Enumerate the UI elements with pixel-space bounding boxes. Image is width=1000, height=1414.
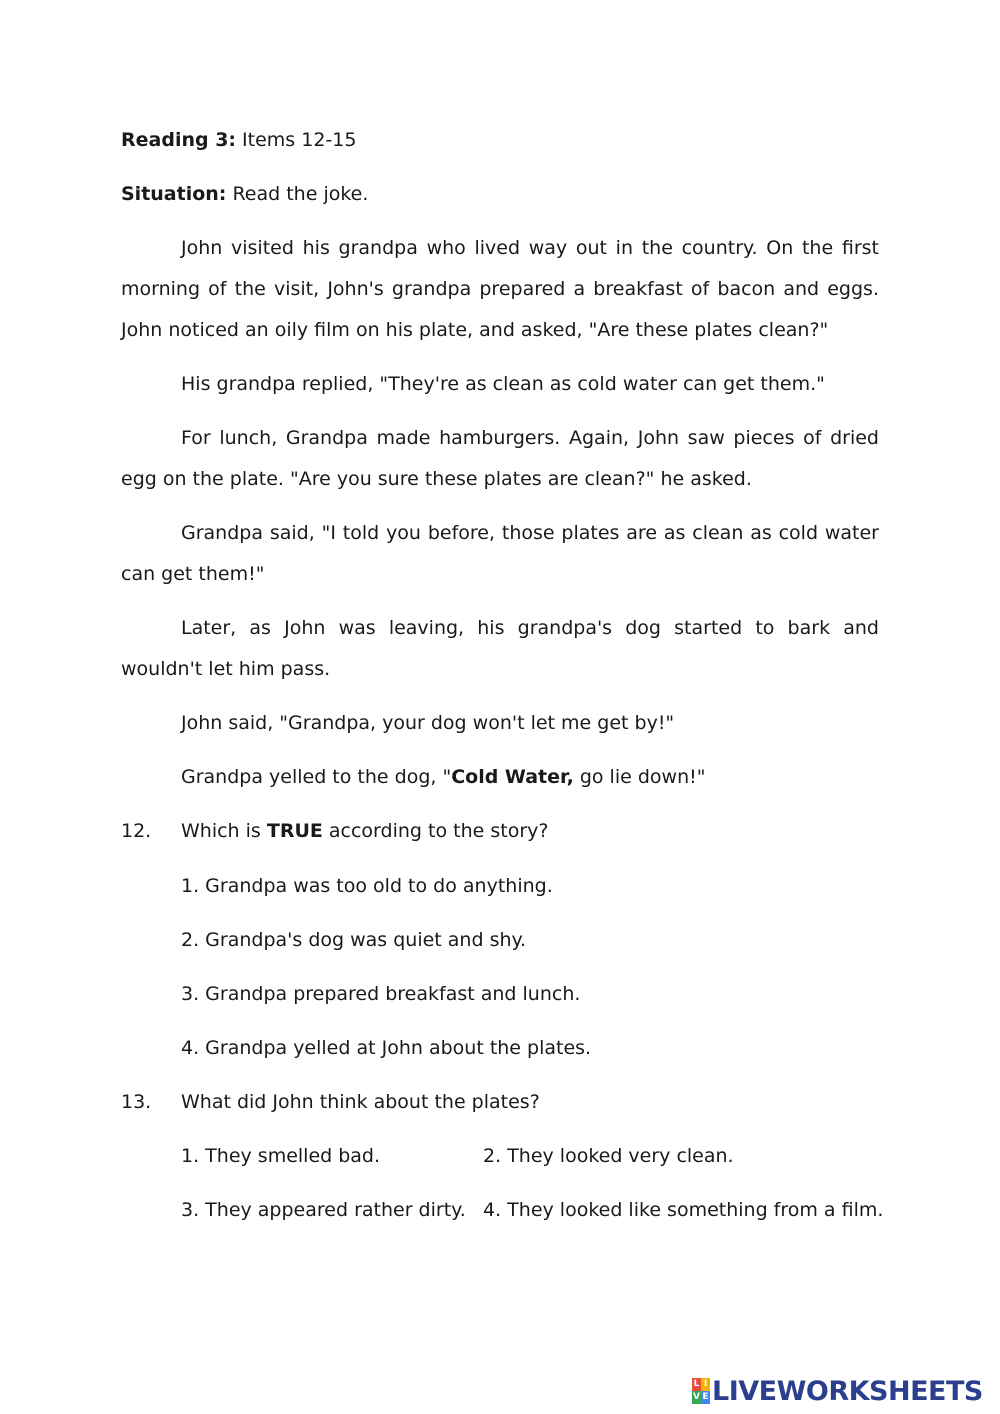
story-p7-before: Grandpa yelled to the dog, " (181, 766, 452, 788)
question-12-option-1[interactable]: 1. Grandpa was too old to do anything. (181, 875, 553, 897)
logo-letter-e: E (702, 1392, 709, 1402)
logo-letter-i: I (701, 1378, 710, 1391)
question-12-option-3[interactable]: 3. Grandpa prepared breakfast and lunch. (181, 983, 581, 1005)
question-13-option-1[interactable]: 1. They smelled bad. (181, 1145, 381, 1167)
story-paragraph-3: For lunch, Grandpa made hamburgers. Again, John saw pieces of dried egg on the plate. "Are you sure these plates are clean?" he asked. (121, 427, 879, 490)
question-text: What did John think about the plates? (181, 1091, 540, 1113)
story-paragraph-6: John said, "Grandpa, your dog won't let me get by!" (181, 712, 675, 734)
reading-heading (121, 128, 356, 152)
question-number: 12. (121, 820, 152, 842)
question-text (181, 819, 548, 843)
logo-text: LIVEWORKSHEETS (712, 1375, 983, 1407)
liveworksheets-logo (692, 1374, 983, 1408)
story-paragraph-4: Grandpa said, "I told you before, those plates are as clean as cold water can get them!" (121, 522, 879, 585)
question-13-option-2[interactable]: 2. They looked very clean. (483, 1145, 734, 1167)
situation-text: Read the joke. (226, 183, 369, 205)
story-paragraph-5: Later, as John was leaving, his grandpa's dog started to bark and wouldn't let him pass. (121, 617, 879, 680)
story-p7-after: go lie down!" (573, 766, 706, 788)
question-13-option-4[interactable]: 4. They looked like something from a film. (483, 1199, 884, 1221)
question-12-option-2[interactable]: 2. Grandpa's dog was quiet and shy. (181, 929, 527, 951)
logo-letter-v: V (693, 1392, 700, 1402)
question-text-bold: TRUE (266, 820, 323, 842)
logo-letter-l: L (693, 1379, 700, 1389)
story-paragraph-2: His grandpa replied, "They're as clean as cold water can get them." (181, 373, 825, 395)
question-text-before: Which is (181, 820, 267, 842)
reading-label: Reading 3: (121, 129, 237, 151)
story-p7-bold: Cold Water, (451, 766, 574, 788)
question-text-after: according to the story? (322, 820, 549, 842)
situation-heading (121, 182, 368, 206)
logo-mark-icon (692, 1378, 710, 1404)
story-paragraph-1: John visited his grandpa who lived way out in the country. On the first morning of the visit, John's grandpa prepared a breakfast of bacon and eggs. John noticed an oily film on his plate, and asked, "Are these plates clean?" (121, 237, 879, 341)
question-number: 13. (121, 1091, 152, 1113)
reading-items: Items 12-15 (236, 129, 357, 151)
story-paragraph-7 (121, 757, 879, 798)
question-13-option-3[interactable]: 3. They appeared rather dirty. (181, 1199, 466, 1221)
situation-label: Situation: (121, 183, 227, 205)
question-12-option-4[interactable]: 4. Grandpa yelled at John about the plates. (181, 1037, 592, 1059)
